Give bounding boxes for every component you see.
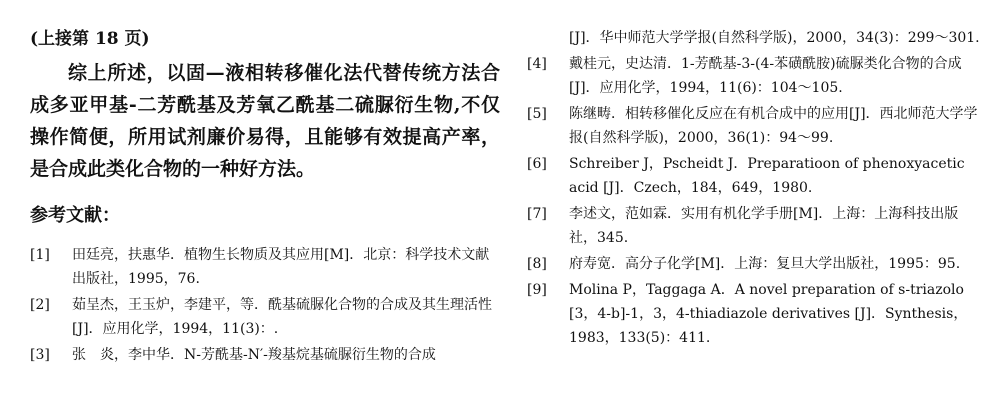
reference-item (527, 152, 982, 200)
reference-item (527, 102, 982, 150)
right-column (527, 26, 982, 352)
reference-item (30, 293, 500, 341)
reference-number: [3] (30, 347, 50, 363)
reference-text: 戴桂元，史达清．1-芳酰基-3-(4-苯磺酰胺)硫脲类化合物的合成[J]．应用化学，1994，11(6)：104～105. (569, 56, 962, 96)
reference-text: 田廷亮，扶惠华．植物生长物质及其应用[M]．北京：科学技术文献出版社，1995，76. (72, 247, 490, 287)
reference-number: [2] (30, 297, 50, 313)
reference-number: [4] (527, 56, 547, 72)
reference-text: Schreiber J，Pscheidt J．Preparatioon of phenoxyacetic acid [J]．Czech，184，649，1980. (569, 156, 965, 196)
reference-text: 陈继畴．相转移催化反应在有机合成中的应用[J]．西北师范大学学报(自然科学版)，2000，36(1)：94～99. (569, 106, 978, 146)
reference-number: [6] (527, 156, 547, 172)
reference-text: Molina P，Taggaga A．A novel preparation of s-triazolo [3，4-b]-1，3，4-thiadiazole derivatives [J]．Synthesis，1983，133(5)：411. (569, 282, 968, 346)
references-heading: 参考文献： (30, 205, 120, 226)
reference-text: 茹呈杰，王玉炉，李建平，等．酰基硫脲化合物的合成及其生理活性[J]．应用化学，1994，11(3)：. (72, 297, 492, 337)
reference-item (527, 202, 982, 250)
reference-item (527, 252, 982, 276)
reference-text: 府寿宽．高分子化学[M]．上海：复旦大学出版社，1995：95. (569, 256, 961, 272)
reference-text: 张 炎，李中华．N-芳酰基-N′-羧基烷基硫脲衍生物的合成 (72, 347, 436, 363)
reference-item (527, 52, 982, 100)
reference-number: [5] (527, 106, 547, 122)
reference-number: [1] (30, 247, 50, 263)
left-column (30, 24, 500, 369)
reference-continuation (527, 26, 982, 50)
reference-number: [8] (527, 256, 547, 272)
reference-item (30, 243, 500, 291)
reference-number: [7] (527, 206, 547, 222)
reference-text: 李述文，范如霖．实用有机化学手册[M]．上海：上海科技出版社，345. (569, 206, 959, 246)
reference-number: [9] (527, 282, 547, 298)
reference-item (30, 343, 500, 367)
references-list-left (30, 243, 500, 367)
reference-item (527, 278, 982, 350)
conclusion-paragraph: 综上所述，以固—液相转移催化法代替传统方法合成多亚甲基-二芳酰基及芳氧乙酰基二硫脲衍生物,不仅操作简便，所用试剂廉价易得，且能够有效提高产率，是合成此类化合物的一种好方法。 (30, 62, 500, 180)
continuation-note: (上接第 18 页) (30, 29, 150, 49)
reference-text: [J]．华中师范大学学报(自然科学版)，2000，34(3)：299～301. (569, 30, 980, 46)
